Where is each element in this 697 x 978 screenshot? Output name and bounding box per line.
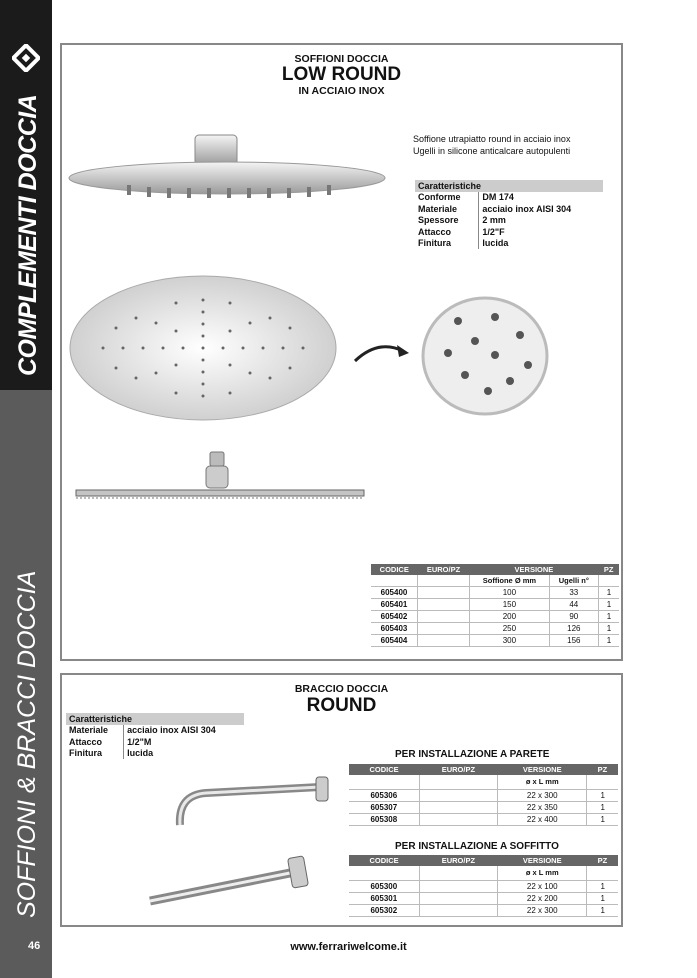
cell-price	[419, 790, 497, 802]
feature-key: Finitura	[66, 748, 124, 760]
cell-qty: 1	[587, 814, 618, 826]
cell-diameter: 150	[470, 599, 550, 611]
feature-key: Spessore	[415, 215, 479, 227]
ceiling-installation-heading: PER INSTALLAZIONE A SOFFITTO	[395, 841, 559, 852]
cell-qty: 1	[598, 635, 619, 647]
cell-code: 605401	[371, 599, 418, 611]
shower-head-profile-image	[74, 450, 366, 505]
cell-price	[419, 814, 497, 826]
cell-diameter: 250	[470, 623, 550, 635]
cell-price	[418, 635, 470, 647]
section1-title: LOW ROUND	[281, 64, 402, 85]
feature-value: DM 174	[482, 192, 514, 203]
cell-qty: 1	[598, 599, 619, 611]
product-panel-low-round	[60, 43, 623, 661]
cell-qty: 1	[598, 587, 619, 599]
cell-nozzles: 44	[549, 599, 598, 611]
cell-code: 605402	[371, 611, 418, 623]
features-header: Caratteristiche	[415, 180, 603, 192]
cell-price	[419, 881, 497, 893]
col-header-code: CODICE	[349, 764, 419, 775]
feature-value: acciaio inox AISI 304	[127, 725, 216, 736]
sub-header-diameter: Soffione Ø mm	[470, 575, 550, 587]
cell-code: 605400	[371, 587, 418, 599]
table-row	[349, 893, 618, 905]
cell-dimensions: 22 x 400	[498, 814, 587, 826]
cell-diameter: 100	[470, 587, 550, 599]
ceiling-product-table	[349, 855, 618, 917]
col-header-version: VERSIONE	[470, 564, 599, 575]
features-header: Caratteristiche	[66, 713, 244, 725]
cell-dimensions: 22 x 100	[498, 881, 587, 893]
cell-price	[419, 802, 497, 814]
sidebar-top-title: COMPLEMENTI DOCCIA	[14, 94, 42, 376]
table-row	[371, 611, 619, 623]
cell-code: 605307	[349, 802, 419, 814]
page-number: 46	[28, 940, 41, 952]
cell-nozzles: 156	[549, 635, 598, 647]
shower-head-side-image	[67, 133, 387, 208]
feature-key: Attacco	[66, 736, 124, 748]
col-header-code: CODICE	[349, 855, 419, 866]
feature-key: Finitura	[415, 238, 479, 250]
section2-features-table	[66, 713, 244, 759]
cell-dimensions: 22 x 300	[498, 790, 587, 802]
feature-key: Attacco	[415, 226, 479, 238]
col-header-qty: PZ	[598, 564, 619, 575]
wall-installation-heading: PER INSTALLAZIONE A PARETE	[395, 749, 550, 760]
cell-dimensions: 22 x 350	[498, 802, 587, 814]
col-header-version: VERSIONE	[498, 855, 587, 866]
feature-key: Materiale	[415, 203, 479, 215]
cell-code: 605300	[349, 881, 419, 893]
description-line: Soffione utrapiatto round in acciaio inox	[413, 134, 571, 144]
cell-qty: 1	[587, 893, 618, 905]
cell-code: 605302	[349, 905, 419, 917]
feature-key: Materiale	[66, 725, 124, 737]
cell-code: 605308	[349, 814, 419, 826]
cell-dimensions: 22 x 300	[498, 905, 587, 917]
wall-arm-image	[170, 773, 335, 835]
table-row	[371, 623, 619, 635]
feature-value: lucida	[127, 748, 154, 759]
col-header-price: EURO/PZ	[419, 764, 497, 775]
cell-nozzles: 33	[549, 587, 598, 599]
section1-subtitle: IN ACCIAIO INOX	[298, 85, 385, 97]
product-panel-round-arm	[60, 673, 623, 927]
cell-qty: 1	[587, 905, 618, 917]
feature-value: lucida	[482, 238, 509, 249]
table-row	[349, 802, 618, 814]
feature-value: acciaio inox AISI 304	[482, 203, 572, 214]
section1-features-table	[415, 180, 603, 249]
shower-head-top-image	[66, 273, 341, 423]
table-row	[371, 635, 619, 647]
wall-product-table	[349, 764, 618, 826]
nozzle-detail-image	[420, 295, 550, 417]
cell-qty: 1	[598, 623, 619, 635]
section1-description	[413, 133, 570, 157]
table-row	[371, 587, 619, 599]
col-header-qty: PZ	[587, 855, 618, 866]
description-line: Ugelli in silicone anticalcare autopulenti	[413, 146, 571, 156]
table-row	[349, 790, 618, 802]
cell-nozzles: 126	[549, 623, 598, 635]
section1-kicker: SOFFIONI DOCCIA	[294, 53, 389, 65]
cell-code: 605404	[371, 635, 418, 647]
feature-value: 1/2"F	[482, 226, 505, 237]
table-row	[349, 814, 618, 826]
col-header-version: VERSIONE	[498, 764, 587, 775]
section1-product-table	[371, 564, 619, 647]
cell-diameter: 200	[470, 611, 550, 623]
cell-price	[418, 623, 470, 635]
section2-kicker: BRACCIO DOCCIA	[294, 683, 389, 695]
sidebar-bottom-title: SOFFIONI & BRACCI DOCCIA	[13, 570, 41, 918]
footer-url[interactable]: www.ferrariwelcome.it	[290, 941, 407, 953]
cell-price	[418, 611, 470, 623]
arrow-icon	[353, 335, 413, 365]
sub-header-dimensions: ø x L mm	[498, 866, 587, 881]
cell-qty: 1	[587, 802, 618, 814]
cell-code: 605301	[349, 893, 419, 905]
cell-price	[418, 599, 470, 611]
feature-value: 2 mm	[482, 215, 506, 226]
cell-qty: 1	[598, 611, 619, 623]
col-header-price: EURO/PZ	[418, 564, 470, 575]
cell-price	[418, 587, 470, 599]
cell-code: 605403	[371, 623, 418, 635]
col-header-code: CODICE	[371, 564, 418, 575]
ceiling-arm-image	[140, 853, 325, 915]
table-row	[349, 905, 618, 917]
cell-qty: 1	[587, 790, 618, 802]
col-header-qty: PZ	[587, 764, 618, 775]
cell-price	[419, 893, 497, 905]
sub-header-dimensions: ø x L mm	[498, 775, 587, 790]
feature-value: 1/2"M	[127, 736, 152, 747]
table-row	[349, 881, 618, 893]
brand-logo-icon	[12, 44, 40, 72]
feature-key: Conforme	[415, 192, 479, 204]
col-header-price: EURO/PZ	[419, 855, 497, 866]
cell-code: 605306	[349, 790, 419, 802]
cell-qty: 1	[587, 881, 618, 893]
sub-header-nozzles: Ugelli n°	[549, 575, 598, 587]
table-row	[371, 599, 619, 611]
cell-price	[419, 905, 497, 917]
cell-nozzles: 90	[549, 611, 598, 623]
section2-title: ROUND	[306, 695, 377, 716]
cell-diameter: 300	[470, 635, 550, 647]
cell-dimensions: 22 x 200	[498, 893, 587, 905]
